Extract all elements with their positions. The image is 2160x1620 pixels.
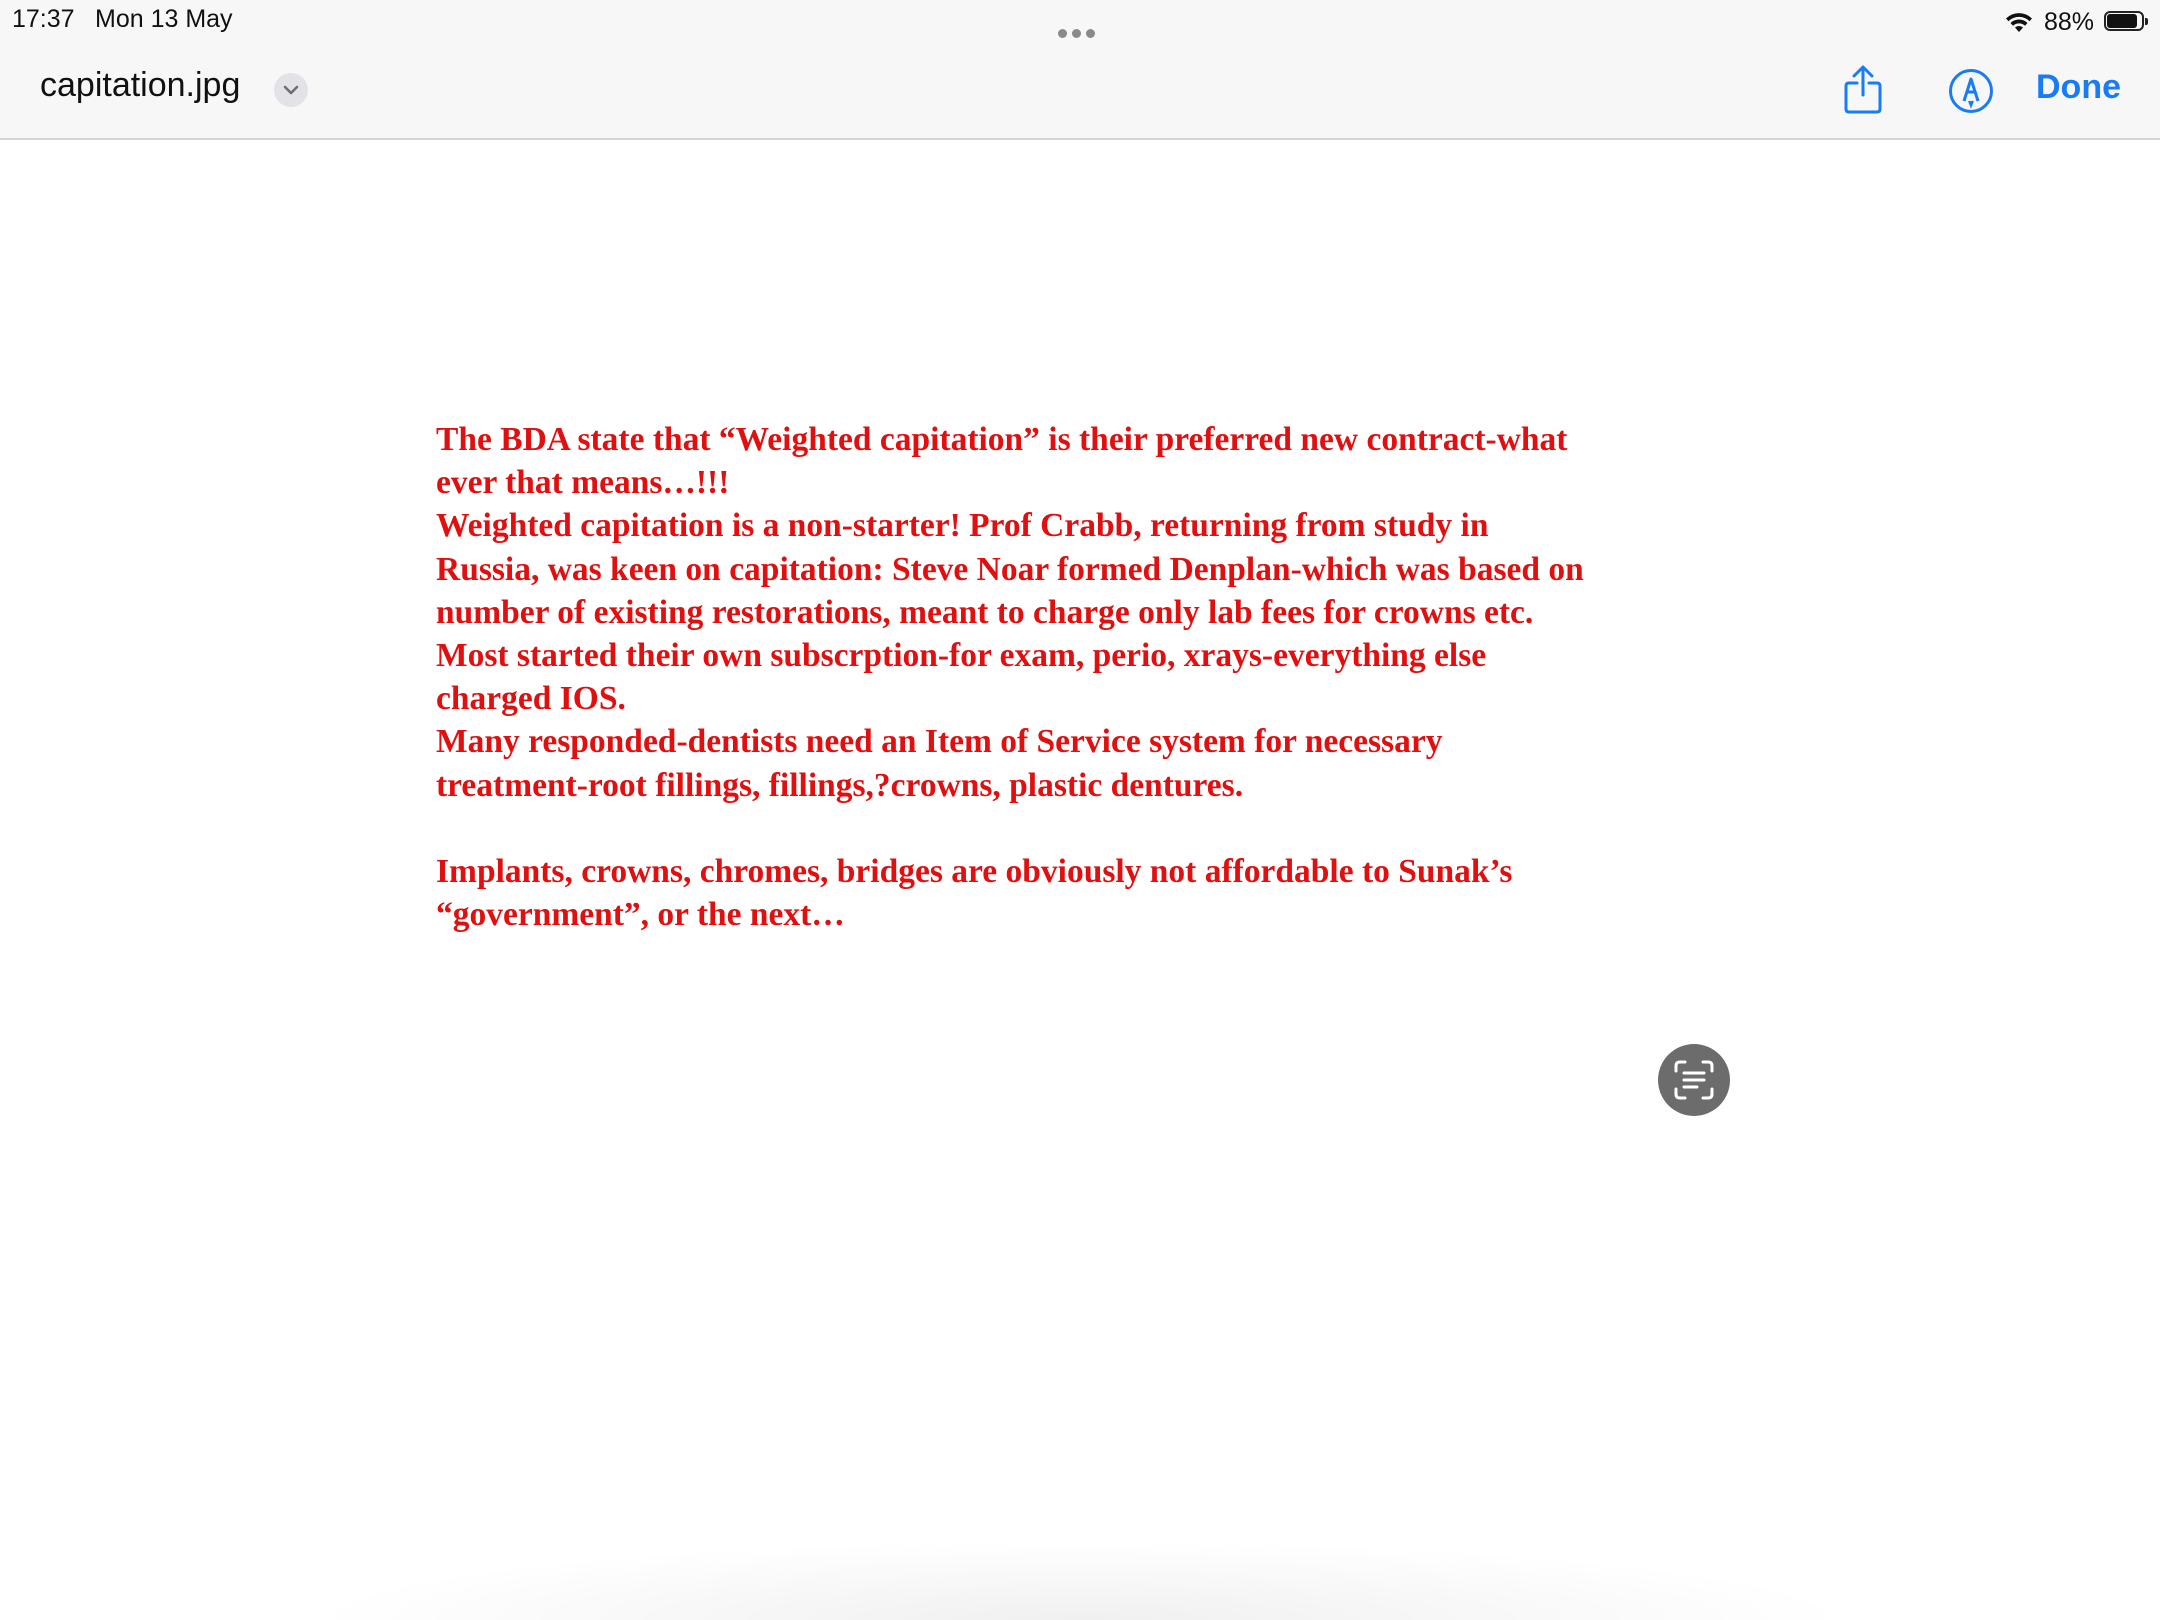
- navigation-bar: [0, 44, 2160, 140]
- battery-percent: 88%: [2043, 7, 2094, 36]
- text-line: charged IOS.: [436, 680, 626, 718]
- chevron-down-icon[interactable]: [274, 73, 308, 107]
- text-line: number of existing restorations, meant to charge only lab fees for crowns etc.: [436, 593, 1534, 631]
- text-line: Russia, was keen on capitation: Steve Noar formed Denplan-which was based on: [436, 550, 1584, 588]
- bottom-shadow: [300, 1540, 1860, 1620]
- markup-icon: [1948, 68, 1994, 114]
- text-line: “government”, or the next…: [436, 896, 845, 934]
- status-time: 17:37: [12, 5, 75, 33]
- live-text-icon: [1672, 1058, 1716, 1102]
- text-line: ever that means…!!!: [436, 464, 730, 502]
- text-line: The BDA state that “Weighted capitation” is their preferred new contract-what: [436, 421, 1568, 458]
- multitasking-dots-icon[interactable]: [1058, 16, 1104, 26]
- file-title[interactable]: capitation.jpg: [40, 66, 241, 104]
- done-button[interactable]: Done: [2036, 68, 2121, 106]
- battery-icon: [2104, 11, 2150, 33]
- share-icon: [1843, 65, 1883, 115]
- status-date: Mon 13 May: [95, 5, 233, 33]
- wifi-icon: [2004, 10, 2034, 34]
- text-line-spacer: [436, 807, 1746, 850]
- text-line: Weighted capitation is a non-starter! Prof Crabb, returning from study in: [436, 507, 1489, 545]
- markup-button[interactable]: [1946, 66, 1996, 116]
- text-line: Many responded-dentists need an Item of Service system for necessary: [436, 723, 1443, 761]
- share-button[interactable]: [1838, 60, 1888, 120]
- text-line: Most started their own subscrption-for exam, perio, xrays-everything else: [436, 637, 1487, 675]
- status-indicators: [2004, 4, 2150, 40]
- status-bar: [0, 0, 2160, 44]
- image-text-block: [436, 418, 1746, 936]
- live-text-button[interactable]: [1658, 1044, 1730, 1116]
- text-line: treatment-root fillings, fillings,?crowns, plastic dentures.: [436, 766, 1244, 804]
- text-line: Implants, crowns, chromes, bridges are obviously not affordable to Sunak’s: [436, 852, 1513, 890]
